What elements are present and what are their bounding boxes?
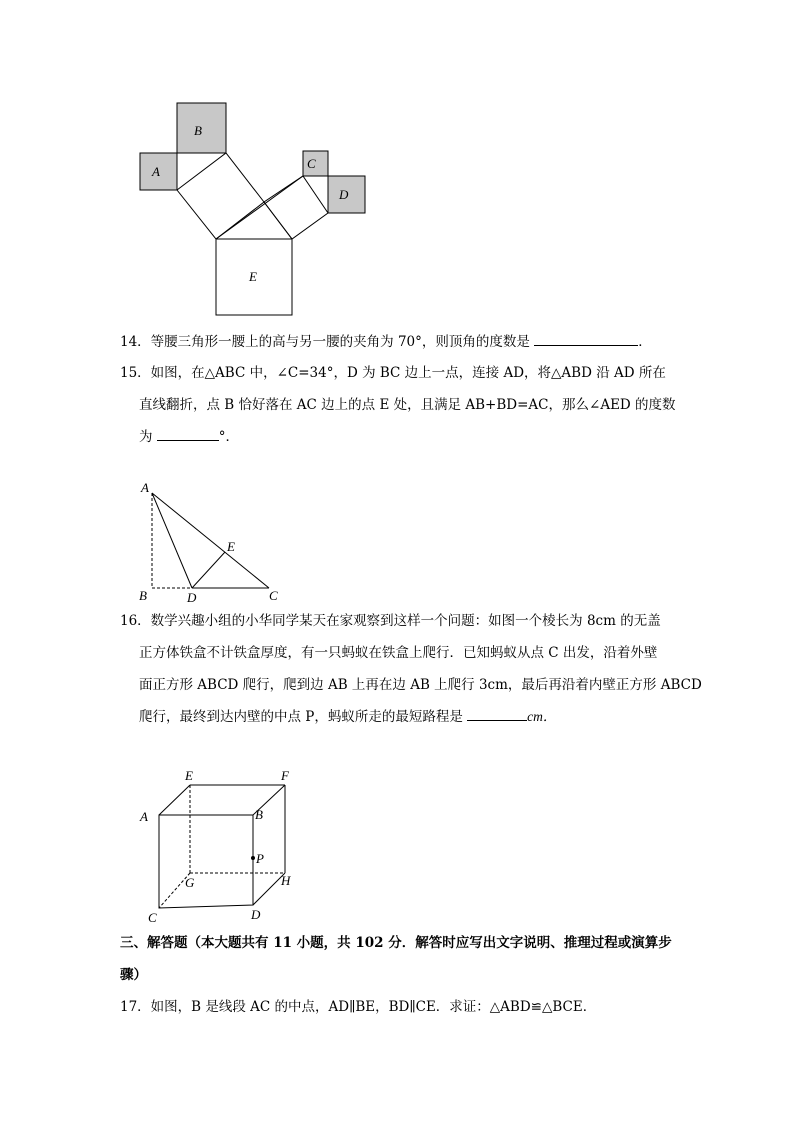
label-c: C <box>269 588 278 603</box>
question-16-line2: 正方体铁盒不计铁盒厚度，有一只蚂蚁在铁盒上爬行．已知蚂蚁从点 C 出发，沿着外壁 <box>139 645 658 661</box>
label-b: B <box>255 807 263 822</box>
question-16-line1: 16．数学兴趣小组的小华同学某天在家观察到这样一个问题：如图一个棱长为 8cm 的无盖 <box>120 613 661 629</box>
label-e: E <box>185 768 193 783</box>
question-14: 14．等腰三角形一腰上的高与另一腰的夹角为 70°，则顶角的度数是 ． <box>120 331 652 352</box>
label-e: E <box>227 539 235 554</box>
label-b: B <box>139 588 147 603</box>
label-a: A <box>152 164 160 179</box>
figure-cube <box>135 765 305 925</box>
label-e: E <box>249 269 257 284</box>
label-g: G <box>185 875 195 890</box>
question-15-line2: 直线翻折，点 B 恰好落在 AC 边上的点 E 处，且满足 AB+BD=AC，那么∠AED 的度数 <box>139 397 676 413</box>
label-a: A <box>140 809 148 824</box>
section-3-heading-line2: 骤） <box>120 967 147 983</box>
label-h: H <box>281 873 291 888</box>
label-d: D <box>251 907 261 922</box>
label-c: C <box>148 910 157 925</box>
label-p: P <box>256 851 264 866</box>
figure-squares <box>130 95 380 325</box>
question-17: 17．如图，B 是线段 AC 的中点，AD∥BE，BD∥CE．求证：△ABD≌△BCE． <box>120 999 597 1015</box>
figure-triangle <box>135 478 285 606</box>
section-3-heading-line1: 三、解答题（本大题共有 11 小题，共 102 分．解答时应写出文字说明、推理过程或演算步 <box>120 935 672 951</box>
label-a: A <box>141 480 149 495</box>
label-c: C <box>307 156 316 171</box>
label-d: D <box>187 590 197 605</box>
label-d: D <box>339 187 349 202</box>
question-15-line1: 15．如图，在△ABC 中，∠C=34°，D 为 BC 边上一点，连接 AD，将△ABD 沿 AD 所在 <box>120 365 666 381</box>
question-15-line3: 为 °． <box>139 426 239 447</box>
label-b: B <box>194 123 202 138</box>
question-16-line3: 面正方形 ABCD 爬行，爬到边 AB 上再在边 AB 上爬行 3cm，最后再沿着内壁正方形 ABCD <box>139 677 702 693</box>
question-16-line4: 爬行，最终到达内壁的中点 P，蚂蚁所走的最短路程是 cm． <box>139 706 556 727</box>
label-f: F <box>281 768 289 783</box>
